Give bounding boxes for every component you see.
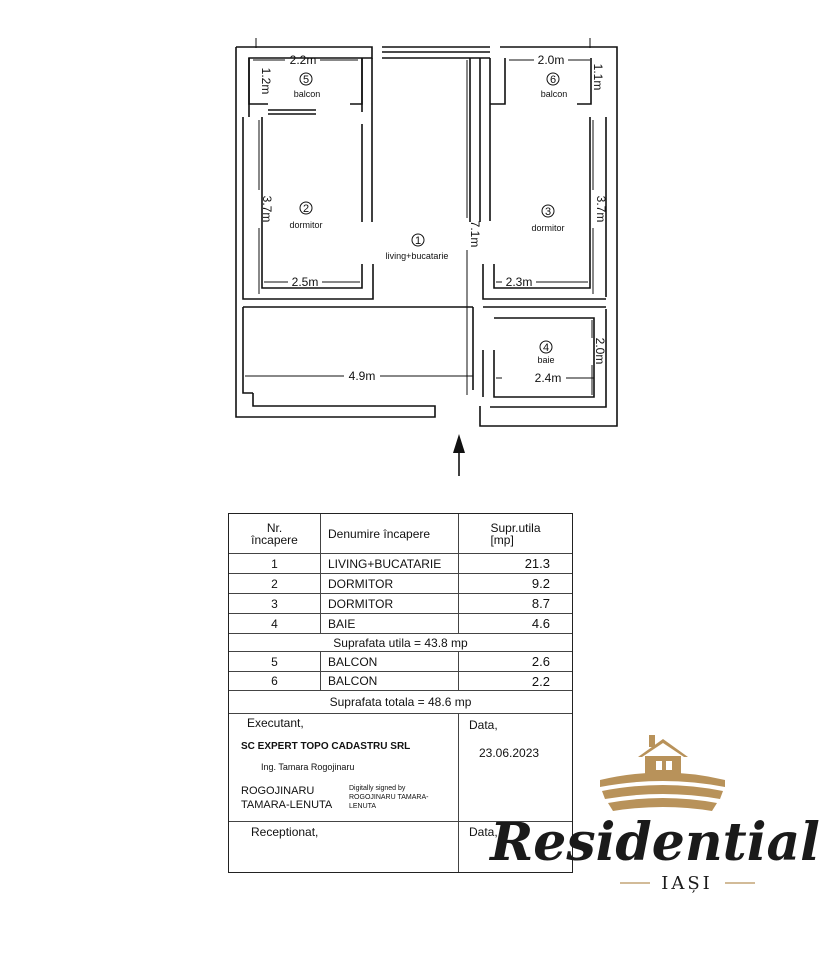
row-name: DORMITOR xyxy=(321,574,459,593)
row-nr: 6 xyxy=(229,672,321,690)
row-name: LIVING+BUCATARIE xyxy=(321,554,459,573)
digital-signature-line3: LENUTA xyxy=(349,803,377,810)
executant-label: Executant, xyxy=(247,716,304,730)
digital-signature-line1: Digitally signed by xyxy=(349,785,406,792)
dorm2-window xyxy=(268,110,316,114)
table-row xyxy=(229,672,572,691)
dim-dorm2-depth: 3.7m xyxy=(260,195,274,223)
header-area: Supr.utila [mp] xyxy=(490,520,541,547)
dim-dorm2-width: 2.5m xyxy=(291,275,319,289)
room6-number: 6 xyxy=(549,74,557,86)
usable-total-row xyxy=(229,634,572,652)
field-icon xyxy=(600,773,725,812)
executant-cell xyxy=(229,714,459,821)
digital-signature xyxy=(349,784,428,811)
row-nr: 5 xyxy=(229,652,321,671)
row-area: 2.2 xyxy=(531,673,550,689)
city-name: IAȘI xyxy=(661,873,713,894)
row-nr: 3 xyxy=(229,594,321,613)
row-nr: 2 xyxy=(229,574,321,593)
table-row xyxy=(229,574,572,594)
date-value: 23.06.2023 xyxy=(479,746,540,760)
dim-balcon6-width: 2.0m xyxy=(537,53,565,67)
header-nr: Nr. încapere xyxy=(229,514,321,553)
room4-label: baie xyxy=(537,355,555,365)
dim-dorm3-width: 2.3m xyxy=(505,275,533,289)
room5-label: balcon xyxy=(293,89,321,99)
room4-number: 4 xyxy=(542,342,550,354)
dim-baie-width: 2.4m xyxy=(534,371,562,385)
living-left-wall xyxy=(362,58,372,222)
room2-number: 2 xyxy=(302,203,310,215)
table-row xyxy=(229,614,572,634)
signer-name-line2: TAMARA-LENUTA xyxy=(241,799,333,811)
dim-baie-depth: 2.0m xyxy=(593,337,607,365)
room2-label: dormitor xyxy=(289,220,323,230)
living-right-wall xyxy=(470,58,490,222)
row-nr: 1 xyxy=(229,554,321,573)
header-name: Denumire încapere xyxy=(321,514,459,553)
row-name: BALCON xyxy=(321,672,459,690)
row-area: 9.2 xyxy=(531,576,550,591)
table-row xyxy=(229,594,572,614)
dim-living-width: 4.9m xyxy=(348,369,376,383)
outer-wall-left xyxy=(236,47,435,417)
signer-name xyxy=(241,784,332,812)
room3-number: 3 xyxy=(544,206,552,218)
table-row xyxy=(229,652,572,672)
grand-total: Suprafata totala = 48.6 mp xyxy=(329,695,472,709)
data-label-2: Data, xyxy=(469,825,498,839)
row-name: DORMITOR xyxy=(321,594,459,613)
room5-number: 5 xyxy=(302,74,310,86)
signer-name-line1: ROGOJINARU xyxy=(241,785,315,797)
data-label: Data, xyxy=(469,718,498,732)
engineer-name: Ing. Tamara Rogojinaru xyxy=(261,762,355,772)
dim-balcon5-width: 2.2m xyxy=(289,53,317,67)
window-top xyxy=(382,47,490,58)
receptionat-label: Receptionat, xyxy=(251,825,319,839)
receptionat-cell xyxy=(229,822,459,872)
entrance-arrow-icon xyxy=(453,434,465,476)
row-name: BALCON xyxy=(321,652,459,671)
room3-label: dormitor xyxy=(531,223,565,233)
dim-dorm3-depth: 3.7m xyxy=(594,195,608,223)
row-area: 2.6 xyxy=(531,654,550,669)
dim-living-depth: 7.1m xyxy=(468,220,482,248)
digital-signature-line2: ROGOJINARU TAMARA- xyxy=(349,794,429,801)
table-header xyxy=(229,514,572,554)
company-name: SC EXPERT TOPO CADASTRU SRL xyxy=(241,741,411,752)
table-row xyxy=(229,554,572,574)
usable-total: Suprafata utila = 43.8 mp xyxy=(333,635,468,650)
row-name: BAIE xyxy=(321,614,459,633)
room1-label: living+bucatarie xyxy=(385,251,449,261)
row-area: 4.6 xyxy=(531,616,550,631)
grand-total-row xyxy=(229,691,572,714)
row-nr: 4 xyxy=(229,614,321,633)
dim-balcon5-depth: 1.2m xyxy=(259,67,273,95)
row-area: 21.3 xyxy=(524,556,550,571)
brand-name: Residential xyxy=(490,812,820,873)
row-area: 8.7 xyxy=(531,596,550,611)
room1-number: 1 xyxy=(414,235,422,247)
house-icon xyxy=(638,735,688,776)
room6-label: balcon xyxy=(540,89,568,99)
dim-balcon6-depth: 1.1m xyxy=(591,63,605,91)
